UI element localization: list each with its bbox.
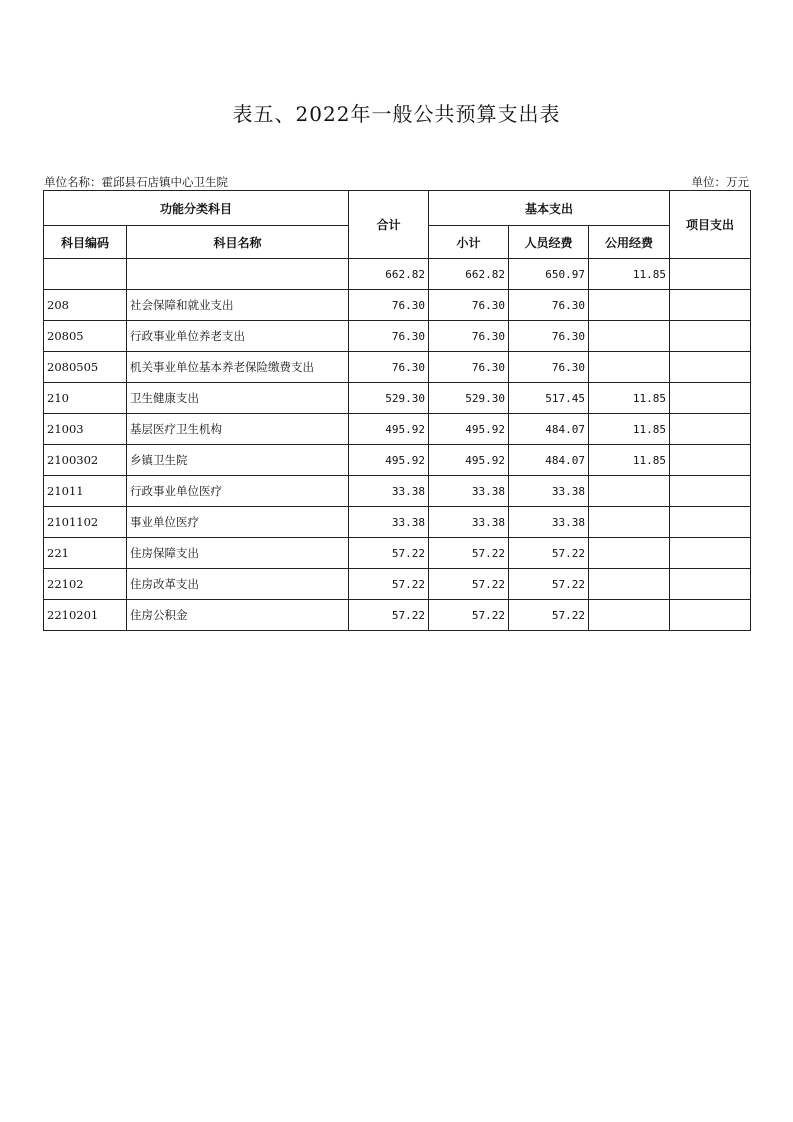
cell-total: 57.22: [349, 569, 429, 600]
unit-name-label: 单位名称：霍邱县石店镇中心卫生院: [44, 175, 228, 189]
cell-project: [670, 321, 751, 352]
table-row: [44, 600, 751, 631]
table-row: [44, 507, 751, 538]
cell-personnel: 76.30: [509, 321, 589, 352]
cell-project: [670, 259, 751, 290]
cell-public: 11.85: [589, 259, 670, 290]
header-functional: 功能分类科目: [44, 191, 349, 226]
cell-project: [670, 383, 751, 414]
cell-personnel: 57.22: [509, 600, 589, 631]
cell-total: 76.30: [349, 321, 429, 352]
cell-total: 76.30: [349, 352, 429, 383]
cell-total: 33.38: [349, 507, 429, 538]
cell-project: [670, 352, 751, 383]
table-row: [44, 476, 751, 507]
cell-subtotal: 495.92: [429, 445, 509, 476]
cell-personnel: 76.30: [509, 352, 589, 383]
cell-public: [589, 600, 670, 631]
cell-subtotal: 76.30: [429, 352, 509, 383]
cell-name: 住房公积金: [127, 600, 349, 631]
table-row: [44, 290, 751, 321]
cell-project: [670, 600, 751, 631]
cell-code: 22102: [44, 569, 127, 600]
table-row: [44, 445, 751, 476]
header-name: 科目名称: [127, 226, 349, 259]
cell-code: 2080505: [44, 352, 127, 383]
cell-public: 11.85: [589, 383, 670, 414]
cell-subtotal: 495.92: [429, 414, 509, 445]
cell-code: 208: [44, 290, 127, 321]
cell-public: [589, 290, 670, 321]
cell-name: 事业单位医疗: [127, 507, 349, 538]
table-row: [44, 383, 751, 414]
cell-code: 221: [44, 538, 127, 569]
cell-personnel: 484.07: [509, 445, 589, 476]
cell-name: 行政事业单位养老支出: [127, 321, 349, 352]
cell-name: 行政事业单位医疗: [127, 476, 349, 507]
cell-subtotal: 33.38: [429, 476, 509, 507]
cell-total: 495.92: [349, 414, 429, 445]
cell-subtotal: 33.38: [429, 507, 509, 538]
header-subtotal: 小计: [429, 226, 509, 259]
cell-code: 20805: [44, 321, 127, 352]
table-body: [44, 259, 751, 631]
header-personnel: 人员经费: [509, 226, 589, 259]
cell-project: [670, 445, 751, 476]
cell-personnel: 517.45: [509, 383, 589, 414]
budget-table: [43, 190, 751, 631]
cell-public: [589, 538, 670, 569]
cell-project: [670, 538, 751, 569]
cell-code: 2210201: [44, 600, 127, 631]
cell-code: 2101102: [44, 507, 127, 538]
header-public: 公用经费: [589, 226, 670, 259]
cell-total: 495.92: [349, 445, 429, 476]
cell-subtotal: 76.30: [429, 321, 509, 352]
cell-total: 57.22: [349, 538, 429, 569]
header-project: 项目支出: [670, 191, 751, 259]
cell-project: [670, 569, 751, 600]
cell-total: 33.38: [349, 476, 429, 507]
table-row: [44, 321, 751, 352]
cell-name: [127, 259, 349, 290]
header-basic: 基本支出: [429, 191, 670, 226]
cell-public: 11.85: [589, 445, 670, 476]
table-row: [44, 259, 751, 290]
cell-personnel: 33.38: [509, 476, 589, 507]
cell-total: 662.82: [349, 259, 429, 290]
cell-public: 11.85: [589, 414, 670, 445]
table-row: [44, 569, 751, 600]
cell-subtotal: 57.22: [429, 538, 509, 569]
cell-code: 21003: [44, 414, 127, 445]
cell-public: [589, 569, 670, 600]
cell-subtotal: 76.30: [429, 290, 509, 321]
cell-personnel: 33.38: [509, 507, 589, 538]
page-title: 表五、2022年一般公共预算支出表: [232, 102, 561, 126]
cell-name: 社会保障和就业支出: [127, 290, 349, 321]
cell-project: [670, 476, 751, 507]
cell-project: [670, 414, 751, 445]
cell-total: 57.22: [349, 600, 429, 631]
cell-name: 机关事业单位基本养老保险缴费支出: [127, 352, 349, 383]
cell-personnel: 650.97: [509, 259, 589, 290]
cell-name: 卫生健康支出: [127, 383, 349, 414]
cell-public: [589, 476, 670, 507]
cell-personnel: 484.07: [509, 414, 589, 445]
cell-code: 21011: [44, 476, 127, 507]
table-row: [44, 538, 751, 569]
header-total: 合计: [349, 191, 429, 259]
cell-public: [589, 352, 670, 383]
cell-name: 基层医疗卫生机构: [127, 414, 349, 445]
cell-personnel: 57.22: [509, 569, 589, 600]
cell-personnel: 76.30: [509, 290, 589, 321]
cell-total: 529.30: [349, 383, 429, 414]
cell-subtotal: 57.22: [429, 600, 509, 631]
table-row: [44, 352, 751, 383]
cell-project: [670, 290, 751, 321]
cell-total: 76.30: [349, 290, 429, 321]
cell-name: 乡镇卫生院: [127, 445, 349, 476]
cell-subtotal: 57.22: [429, 569, 509, 600]
cell-subtotal: 529.30: [429, 383, 509, 414]
cell-public: [589, 507, 670, 538]
cell-public: [589, 321, 670, 352]
cell-project: [670, 507, 751, 538]
cell-code: 2100302: [44, 445, 127, 476]
unit-label: 单位：万元: [691, 175, 749, 189]
cell-subtotal: 662.82: [429, 259, 509, 290]
cell-personnel: 57.22: [509, 538, 589, 569]
table-row: [44, 414, 751, 445]
cell-code: 210: [44, 383, 127, 414]
cell-name: 住房改革支出: [127, 569, 349, 600]
cell-code: [44, 259, 127, 290]
header-code: 科目编码: [44, 226, 127, 259]
cell-name: 住房保障支出: [127, 538, 349, 569]
